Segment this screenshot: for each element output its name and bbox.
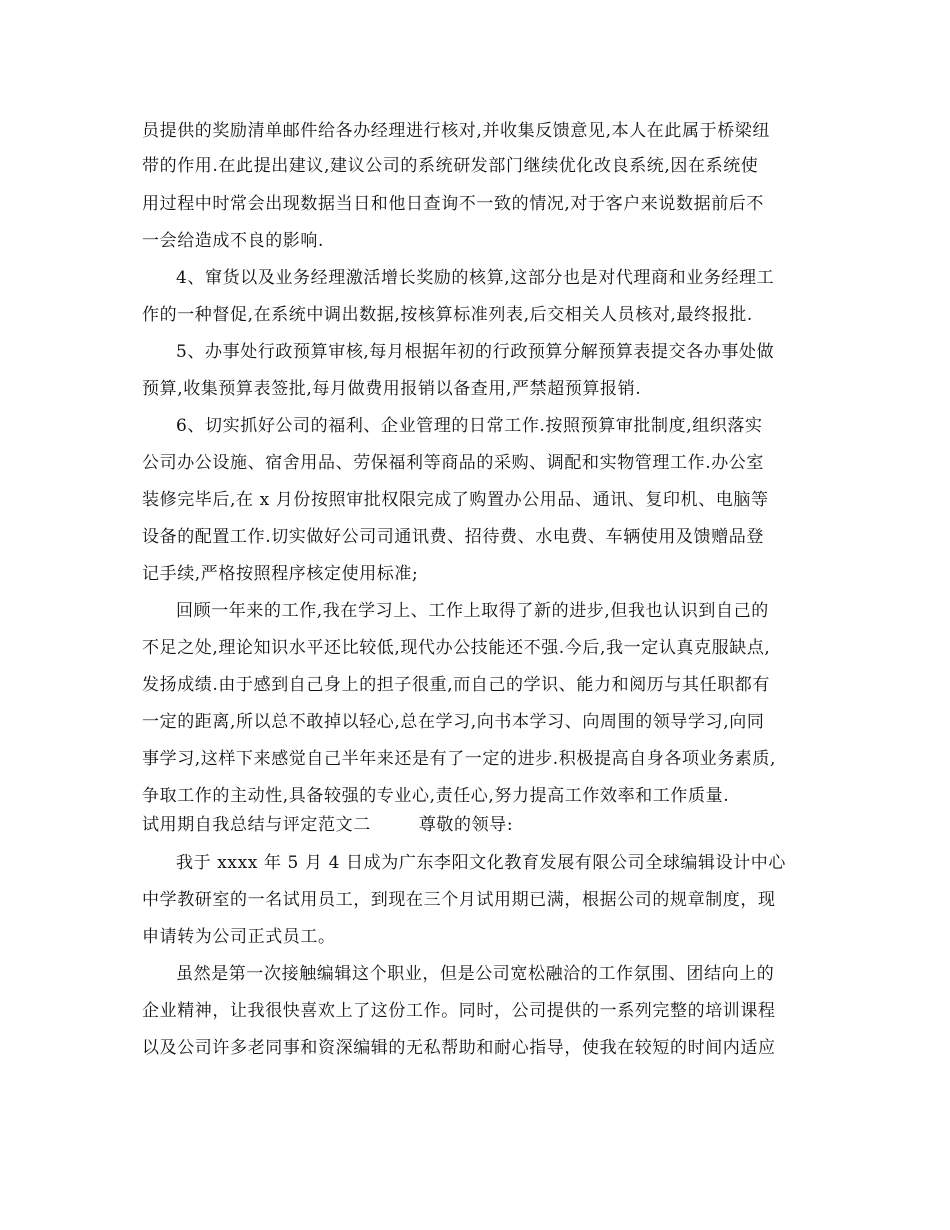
text-line: 带的作用.在此提出建议,建议公司的系统研发部门继续优化改良系统,因在系统使 <box>142 156 759 176</box>
section-heading: 试用期自我总结与评定范文二 尊敬的领导: <box>142 815 514 835</box>
text-line: 虽然是第一次接触编辑这个职业，但是公司宽松融洽的工作氛围、团结向上的 <box>176 964 775 984</box>
text-line: 6、切实抓好公司的福利、企业管理的日常工作.按照预算审批制度,组织落实 <box>176 416 763 436</box>
text-line: 员提供的奖励清单邮件给各办经理进行核对,并收集反馈意见,本人在此属于桥梁纽 <box>142 121 771 141</box>
text-line: 4、窜货以及业务经理激活增长奖励的核算,这部分也是对代理商和业务经理工 <box>176 268 775 288</box>
text-line: 装修完毕后,在 x 月份按照审批权限完成了购置办公用品、通讯、复印机、电脑等 <box>142 490 769 510</box>
text-line: 设备的配置工作.切实做好公司司通讯费、招待费、水电费、车辆使用及馈赠品登 <box>142 527 765 547</box>
text-line: 以及公司许多老同事和资深编辑的无私帮助和耐心指导，使我在较短的时间内适应 <box>142 1038 776 1058</box>
text-line: 用过程中时常会出现数据当日和他日查询不一致的情况,对于客户来说数据前后不 <box>142 194 765 214</box>
text-line: 一定的距离,所以总不敢掉以轻心,总在学习,向书本学习、向周围的领导学习,向同 <box>142 712 765 732</box>
text-line: 事学习,这样下来感觉自己半年来还是有了一定的进步.积极提高自身各项业务素质, <box>142 749 777 769</box>
text-line: 作的一种督促,在系统中调出数据,按核算标准列表,后交相关人员核对,最终报批. <box>142 305 753 325</box>
text-line: 一会给造成不良的影响. <box>142 231 325 251</box>
text-line: 争取工作的主动性,具备较强的专业心,责任心,努力提高工作效率和工作质量. <box>142 786 730 806</box>
text-line: 预算,收集预算表签批,每月做费用报销以备查用,严禁超预算报销. <box>142 379 642 399</box>
text-line: 申请转为公司正式员工。 <box>142 927 336 947</box>
text-line: 我于 xxxx 年 5 月 4 日成为广东李阳文化教育发展有限公司全球编辑设计中心 <box>176 853 787 873</box>
text-line: 回顾一年来的工作,我在学习上、工作上取得了新的进步,但我也认识到自己的 <box>176 601 769 621</box>
text-line: 公司办公设施、宿舍用品、劳保福利等商品的采购、调配和实物管理工作.办公室 <box>142 453 765 473</box>
text-line: 发扬成绩.由于感到自己身上的担子很重,而自己的学识、能力和阅历与其任职都有 <box>142 675 771 695</box>
text-line: 5、办事处行政预算审核,每月根据年初的行政预算分解预算表提交各办事处做 <box>176 342 775 362</box>
text-line: 中学教研室的一名试用员工，到现在三个月试用期已满，根据公司的规章制度，现 <box>142 890 776 910</box>
text-line: 企业精神，让我很快喜欢上了这份工作。同时，公司提供的一系列完整的培训课程 <box>142 1001 776 1021</box>
text-line: 不足之处,理论知识水平还比较低,现代办公技能还不强.今后,我一定认真克服缺点, <box>142 638 771 658</box>
text-line: 记手续,严格按照程序核定使用标准; <box>142 564 419 584</box>
